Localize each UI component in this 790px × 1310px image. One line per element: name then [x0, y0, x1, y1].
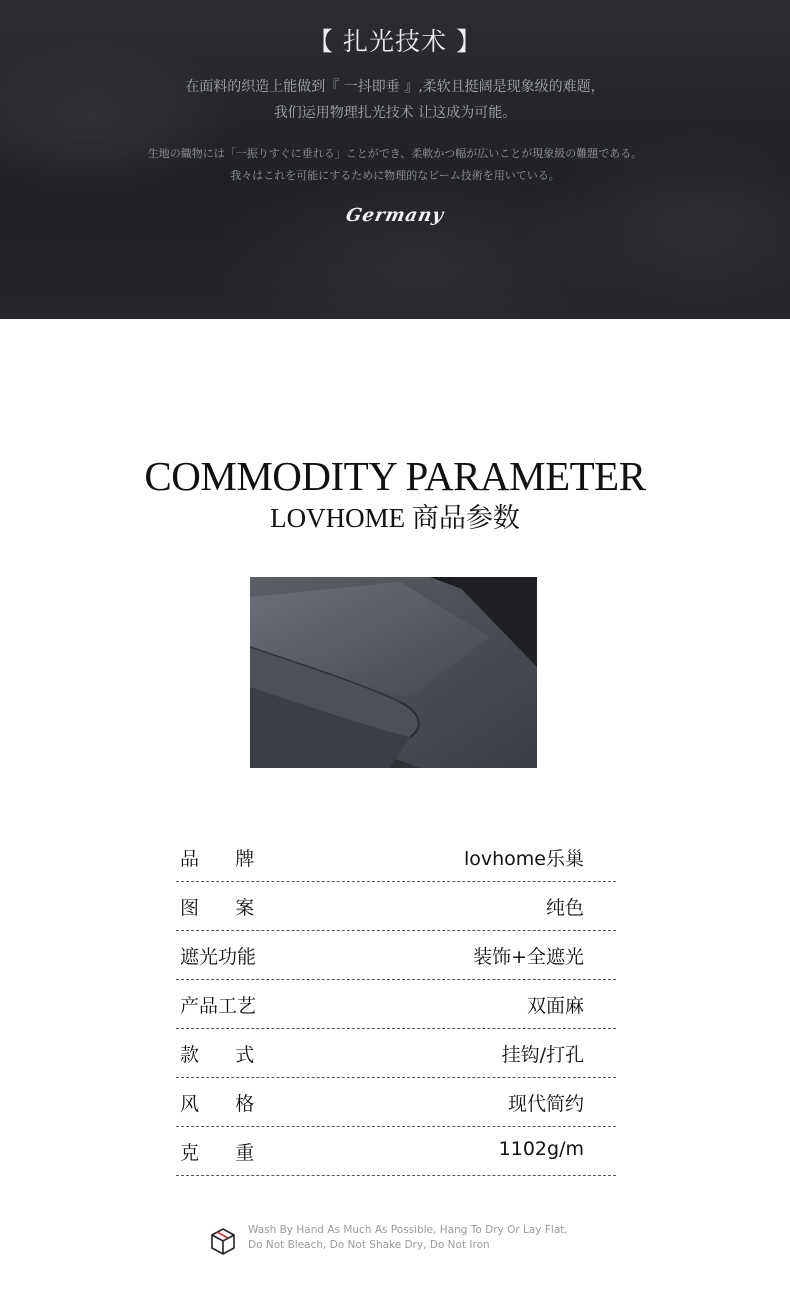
param-value: 现代简约 [507, 1093, 584, 1115]
param-row-shading [176, 931, 616, 980]
germany-logo: Germany [343, 205, 447, 226]
param-value: 1102g/m [498, 1138, 584, 1160]
care-line-1: Wash By Hand As Much As Possible, Hang To Dry Or Lay Flat, [248, 1224, 568, 1236]
hero-title: 【 扎光技术 】 [308, 27, 482, 56]
hero-description-line-2: 我们运用物理扎光技术 让这成为可能。 [273, 105, 517, 121]
section-subtitle: LOVHOME 商品参数 [270, 503, 520, 533]
care-instructions [210, 1223, 630, 1263]
hero-japanese-line-1: 生地の織物には「一振りすぐに垂れる」ことができ、柔軟かつ幅が広いことが現象級の難題である。 [147, 147, 643, 160]
param-row-weight [176, 1127, 616, 1176]
param-label: 产品工艺 [180, 995, 257, 1017]
care-text [248, 1223, 568, 1253]
param-row-brand [176, 833, 616, 882]
param-value: 挂钩/打孔 [501, 1044, 584, 1066]
param-value: 装饰+全遮光 [473, 946, 584, 968]
param-row-style-type [176, 1029, 616, 1078]
hero-japanese-line-2: 我々はこれを可能にするために物理的なビーム技術を用いている。 [230, 169, 560, 182]
section-title: COMMODITY PARAMETER [144, 453, 646, 499]
param-row-pattern [176, 882, 616, 931]
param-value: 纯色 [545, 897, 584, 919]
param-label: 图 案 [180, 897, 255, 919]
param-label: 克 重 [180, 1142, 255, 1164]
param-value: 双面麻 [526, 995, 584, 1017]
param-row-style [176, 1078, 616, 1127]
care-line-2: Do Not Bleach, Do Not Shake Dry, Do Not Iron [248, 1239, 490, 1251]
parameter-table [176, 833, 616, 1176]
param-row-craft [176, 980, 616, 1029]
hero-banner [0, 0, 790, 319]
hero-description-line-1: 在面料的织造上能做到『 一抖即垂 』,柔软且挺阔是现象级的难题， [185, 79, 605, 95]
param-label: 风 格 [180, 1093, 255, 1115]
param-label: 品 牌 [180, 848, 255, 870]
param-label: 遮光功能 [180, 946, 257, 968]
box-icon [210, 1227, 236, 1255]
param-value: lovhome乐巢 [463, 848, 584, 870]
fabric-photo [250, 577, 537, 768]
param-label: 款 式 [180, 1044, 255, 1066]
